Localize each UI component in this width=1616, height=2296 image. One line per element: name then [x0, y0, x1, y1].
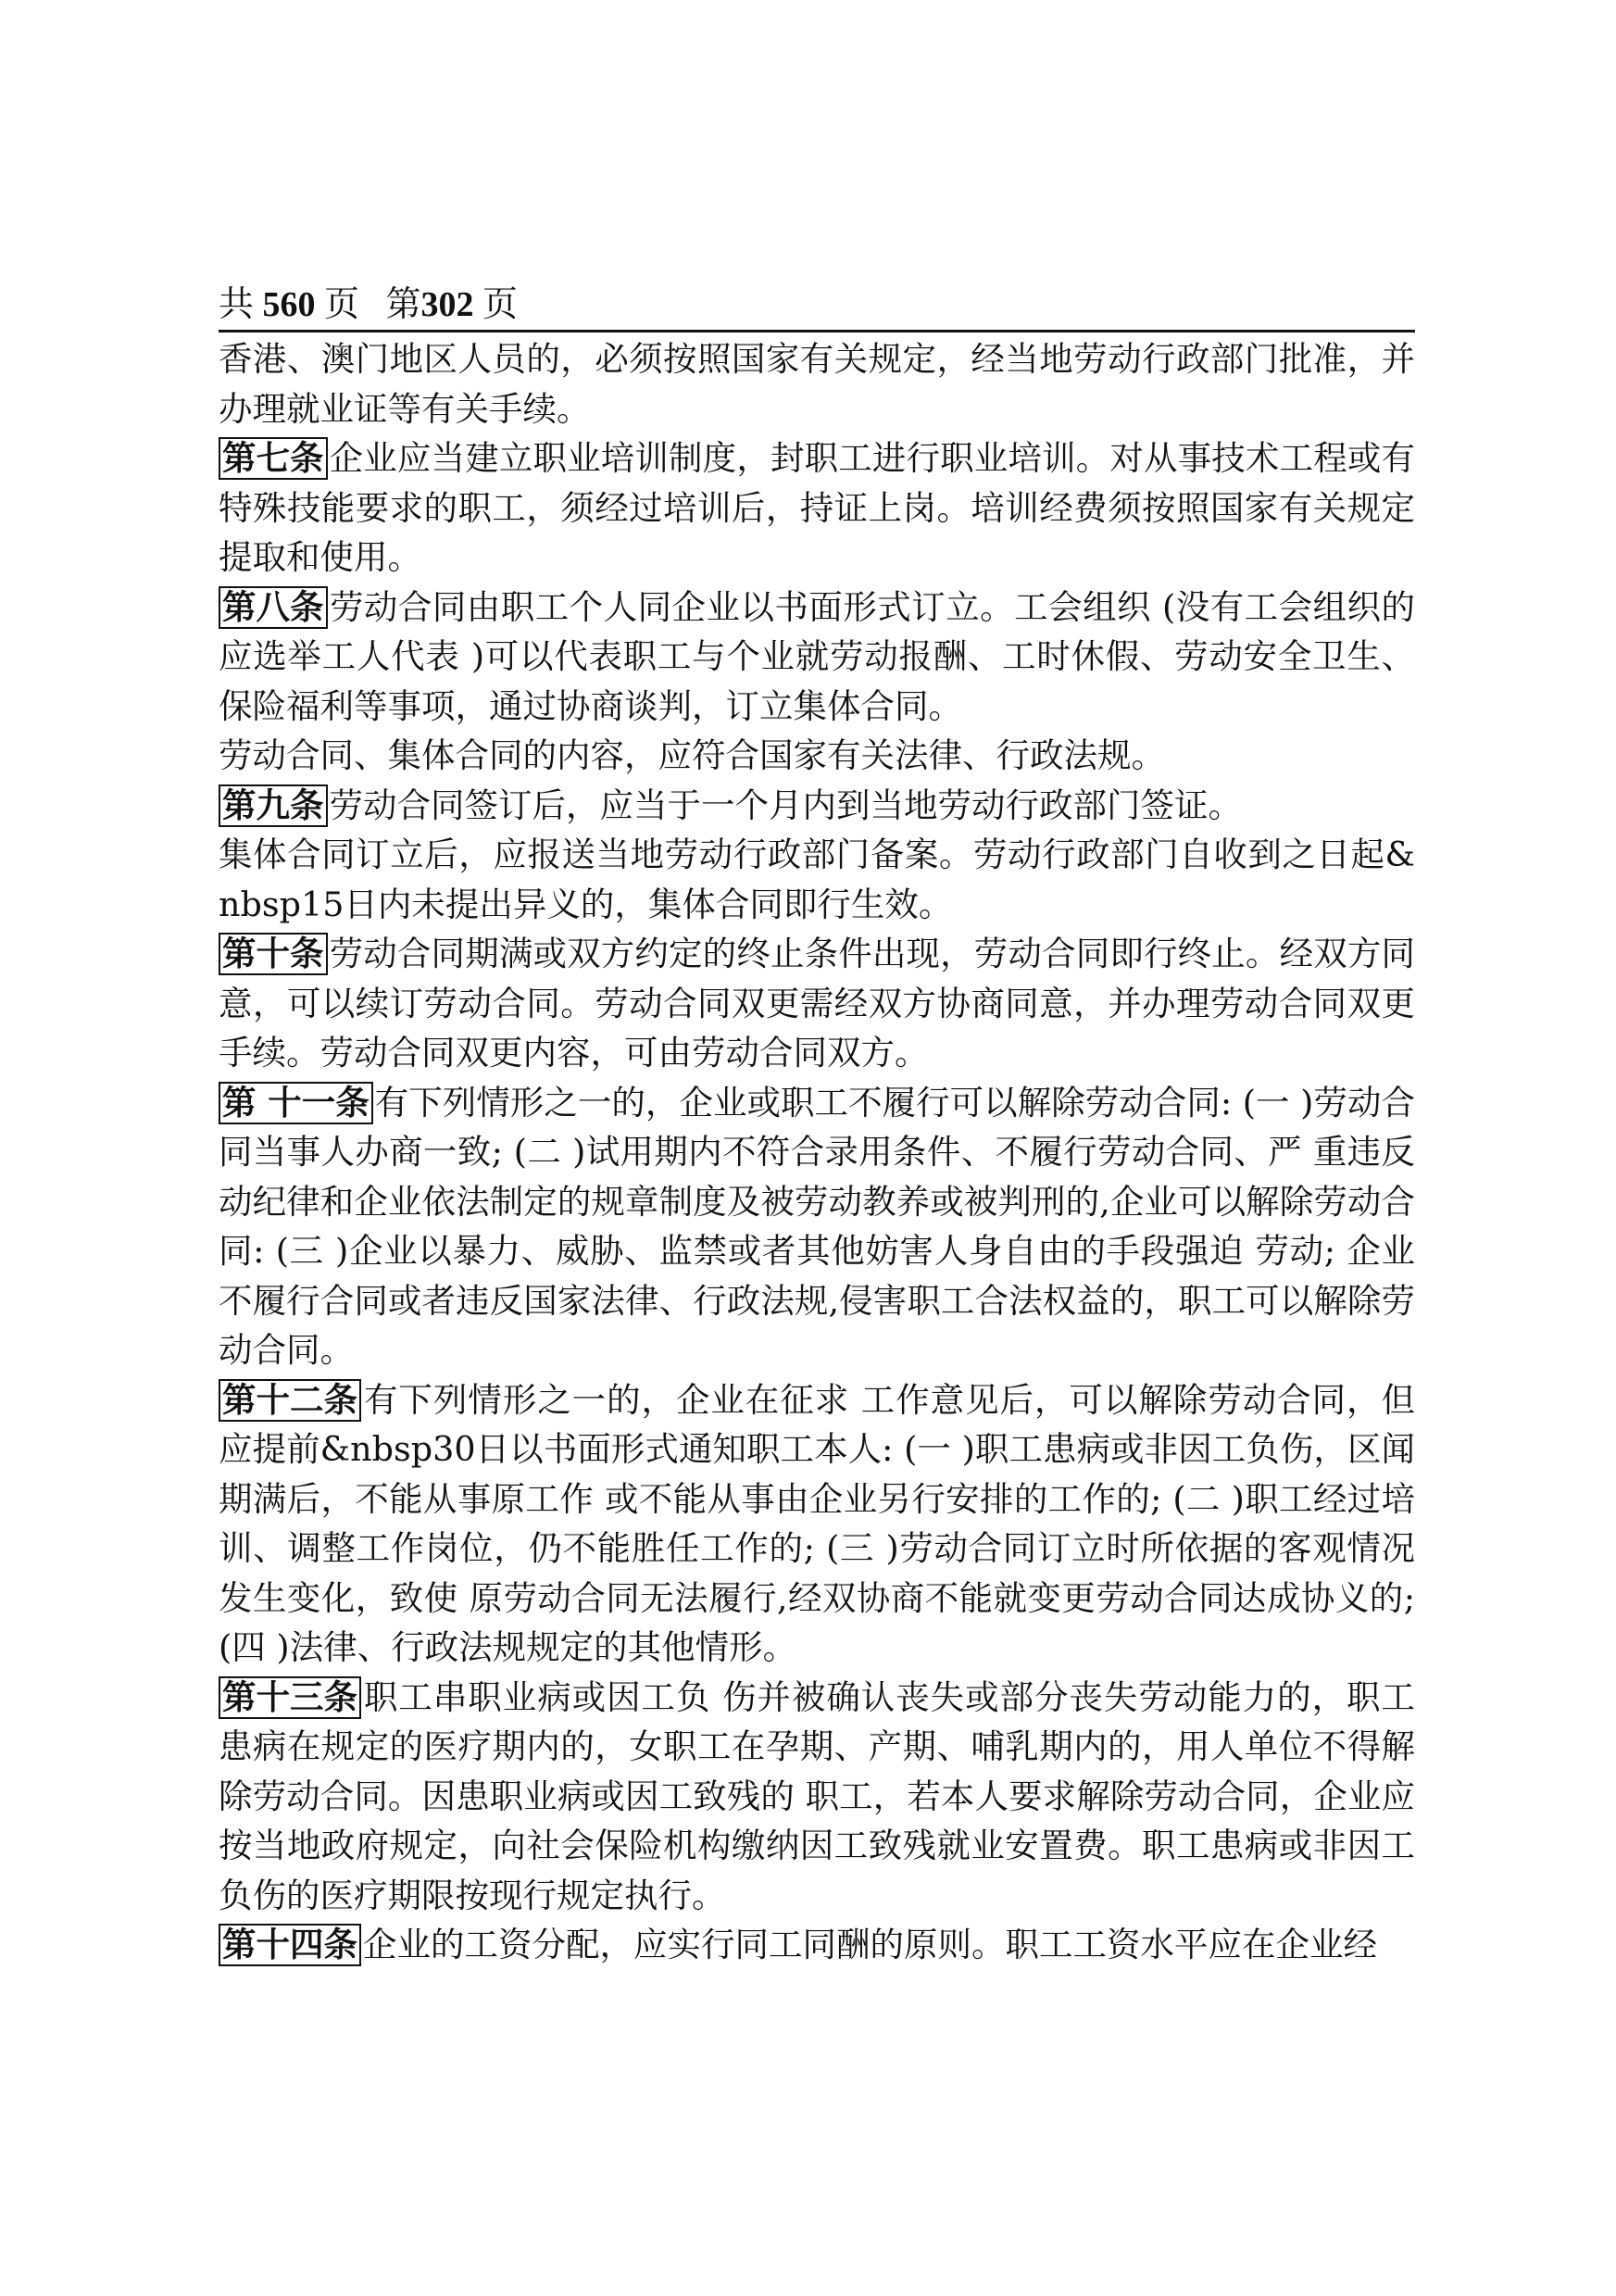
paragraph-text: 职工串职业病或因工负 伤并被确认丧失或部分丧失劳动能力的，职工患病在规定的医疗期内的，女职工在孕期、产期、哺乳期内的，用人单位不得解除劳动合同。因患职业病或因工致残的 职工，若本人要求解除劳动合同，企业应按当地政府规定，向社会保险机构缴纳因工致残就业安置费。职工患病或非因工负伤的医疗期限按现行规定执行。	[219, 1676, 1415, 1915]
paragraph-text: 企业应当建立职业培训制度，封职工进行职业培训。对从事技术工程或有特殊技能要求的职工，须经过培训后，持证上岗。培训经费须按照国家有关规定提取和使用。	[219, 438, 1415, 577]
paragraph-text: 有下列情形之一的，企业或职工不履行可以解除劳动合同: (一 )劳动合同当事人办商一致; (二 )试用期内不符合录用条件、不履行劳动合同、严 重违反动纪律和企业依法制定的规章制度及被劳动教养或被判刑的,企业可以解除劳动合同: (三 )企业以暴力、威胁、监禁或者其他妨害人身自由的手段强迫 劳动; 企业不履行合同或者违反国家法律、行政法规,侵害职工合法权益的，职工可以解除劳动合同。	[219, 1082, 1415, 1370]
article-heading: 第九条	[219, 784, 328, 827]
paragraph-text: 有下列情形之一的，企业在征求 工作意见后，可以解除劳动合同，但应提前&nbsp30日以书面形式通知职工本人: (一 )职工患病或非因工负伤，区闻期满后，不能从事原工作 或不能从事由企业另行安排的工作的; (二 )职工经过培训、调整工作岗位，仍不能胜任工作的; (三 )劳动合同订立时所依据的客观情况发生变化，致使 原劳动合同无法履行,经双协商不能就变更劳动合同达成协义的; (四 )法律、行政法规规定的其他情形。	[219, 1379, 1415, 1667]
document-page	[219, 283, 1415, 1970]
article-heading: 第十二条	[219, 1379, 361, 1422]
paragraph	[219, 433, 1415, 583]
paragraph	[219, 1673, 1415, 1921]
article-heading: 第十四条	[219, 1924, 361, 1966]
current-suffix: 页	[482, 285, 519, 324]
paragraph	[219, 781, 1415, 831]
paragraph	[219, 1375, 1415, 1673]
paragraph	[219, 830, 1415, 929]
article-heading: 第八条	[219, 586, 328, 629]
article-heading: 第 十一条	[219, 1082, 373, 1124]
paragraph-text: 劳动合同、集体合同的内容，应符合国家有关法律、行政法规。	[219, 735, 1165, 775]
total-prefix: 共	[219, 285, 255, 324]
paragraph	[219, 1920, 1415, 1970]
paragraph-text: 集体合同订立后，应报送当地劳动行政部门备案。劳动行政部门自收到之日起&nbsp15日内未提出异义的，集体合同即行生效。	[219, 834, 1415, 924]
paragraph-text: 香港、澳门地区人员的，必须按照国家有关规定，经当地劳动行政部门批准，并办理就业证等有关手续。	[219, 339, 1415, 429]
page-header	[219, 283, 1415, 332]
paragraph	[219, 334, 1415, 433]
total-pages: 560	[262, 285, 316, 324]
paragraph-text: 劳动合同签订后，应当于一个月内到当地劳动行政部门签证。	[329, 784, 1242, 825]
current-prefix: 第	[385, 285, 421, 324]
paragraph-text: 劳动合同期满或双方约定的终止条件出现，劳动合同即行终止。经双方同意，可以续订劳动合同。劳动合同双更需经双方协商同意，并办理劳动合同双更手续。劳动合同双更内容，可由劳动合同双方。	[219, 934, 1415, 1073]
paragraph-text: 劳动合同由职工个人同企业以书面形式订立。工会组织 (没有工会组织的应选举工人代表 )可以代表职工与个业就劳动报酬、工时休假、劳动安全卫生、保险福利等事项，通过协商谈判，订立集体合同。	[219, 586, 1415, 726]
current-page: 302	[420, 285, 474, 324]
paragraph	[219, 731, 1415, 781]
article-heading: 第十三条	[219, 1676, 361, 1719]
document-body	[219, 334, 1415, 1970]
paragraph	[219, 929, 1415, 1078]
paragraph	[219, 1078, 1415, 1375]
paragraph	[219, 583, 1415, 732]
article-heading: 第十条	[219, 933, 328, 975]
total-suffix: 页	[324, 285, 360, 324]
article-heading: 第七条	[219, 437, 328, 480]
paragraph-text: 企业的工资分配，应实行同工同酬的原则。职工工资水平应在企业经	[363, 1925, 1377, 1964]
